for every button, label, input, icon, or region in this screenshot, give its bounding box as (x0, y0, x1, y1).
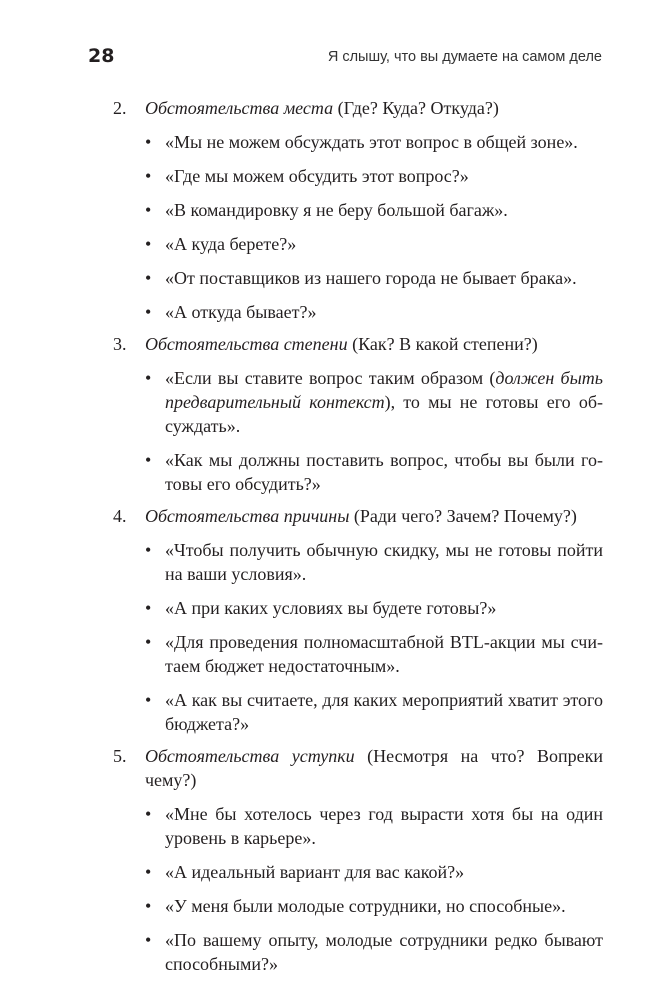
section-title (145, 332, 603, 356)
quote-text: «В командировку я не беру большой багаж». (165, 200, 508, 220)
bullet-mark: • (145, 598, 152, 618)
section-reason (113, 504, 603, 736)
quote-text: «А откуда бывает?» (165, 302, 317, 322)
bullet-mark: • (145, 450, 152, 470)
quote-text-after: ), то мы не готовы его обсуждать». (165, 392, 603, 436)
list-item (145, 448, 603, 496)
section-title-questions: (Где? Куда? Откуда?) (333, 98, 499, 118)
quote-text: «Мы не можем обсуждать этот вопрос в общей зоне». (165, 132, 578, 152)
section-number: 5. (113, 746, 127, 766)
section-title-italic: Обстоятельства причины (145, 506, 350, 526)
section-number: 2. (113, 98, 127, 118)
section-title (145, 504, 603, 528)
bullet-mark: • (145, 302, 152, 322)
bullet-mark: • (145, 690, 152, 710)
list-item (145, 232, 603, 256)
page-content (113, 96, 603, 976)
section-title (145, 744, 603, 792)
section-number: 3. (113, 334, 127, 354)
bullet-mark: • (145, 896, 152, 916)
bullet-list (145, 538, 603, 736)
list-item (145, 928, 603, 976)
bullet-list (145, 802, 603, 976)
page-number: 28 (88, 45, 115, 67)
bullet-mark: • (145, 540, 152, 560)
section-title-questions: (Как? В какой степени?) (347, 334, 538, 354)
section-title-questions: (Несмотря на что? Вопреки чему?) (145, 746, 603, 790)
quote-text: «От поставщиков из нашего города не бывает брака». (165, 268, 577, 288)
bullet-mark: • (145, 132, 152, 152)
quote-text: «А куда берете?» (165, 234, 297, 254)
bullet-mark: • (145, 166, 152, 186)
quote-text: «Мне бы хотелось через год вырасти хотя бы на один уровень в карьере». (165, 804, 603, 848)
bullet-mark: • (145, 930, 152, 950)
bullet-list (145, 366, 603, 496)
list-item (145, 538, 603, 586)
list-item (145, 130, 603, 154)
bullet-list (145, 130, 603, 324)
quote-text: «Как мы должны поставить вопрос, чтобы вы были готовы его обсудить?» (165, 450, 603, 494)
bullet-mark: • (145, 200, 152, 220)
list-item (145, 596, 603, 620)
bullet-mark: • (145, 804, 152, 824)
quote-context-italic: должен быть предварительный контекст (165, 368, 603, 412)
bullet-mark: • (145, 862, 152, 882)
page-header (88, 44, 602, 74)
running-head: Я слышу, что вы думаете на самом деле (327, 49, 602, 65)
section-concession (113, 744, 603, 976)
bullet-mark: • (145, 368, 152, 388)
quote-text: «Чтобы получить обычную скидку, мы не готовы пойти на ваши условия». (165, 540, 603, 584)
list-item (145, 300, 603, 324)
section-title (145, 96, 603, 120)
quote-text-before: «Если вы ставите вопрос таким образом ( (165, 368, 496, 388)
quote-text: «А идеальный вариант для вас какой?» (165, 862, 465, 882)
quote-text: «Для проведения полномасштабной BTL-акции мы считаем бюджет недостаточным». (165, 632, 603, 676)
bullet-mark: • (145, 632, 152, 652)
list-item (145, 266, 603, 290)
list-item (145, 894, 603, 918)
list-item (145, 802, 603, 850)
quote-text: «А как вы считаете, для каких мероприятий хватит этого бюджета?» (165, 690, 603, 734)
section-title-italic: Обстоятельства места (145, 98, 334, 118)
section-title-italic: Обстоятельства степени (145, 334, 348, 354)
section-number: 4. (113, 506, 127, 526)
quote-text: «По вашему опыту, молодые сотрудники редко бывают способными?» (165, 930, 603, 974)
quote-text: «Где мы можем обсудить этот вопрос?» (165, 166, 469, 186)
bullet-mark: • (145, 268, 152, 288)
section-title-italic: Обстоятельства уступки (145, 746, 355, 766)
bullet-mark: • (145, 234, 152, 254)
list-item (145, 198, 603, 222)
list-item (145, 366, 603, 438)
list-item (145, 688, 603, 736)
quote-text: «А при каких условиях вы будете готовы?» (165, 598, 497, 618)
list-item (145, 630, 603, 678)
list-item (145, 860, 603, 884)
list-item (145, 164, 603, 188)
section-degree (113, 332, 603, 496)
quote-text: «У меня были молодые сотрудники, но способные». (165, 896, 566, 916)
section-place (113, 96, 603, 324)
section-title-questions: (Ради чего? Зачем? Почему?) (349, 506, 577, 526)
